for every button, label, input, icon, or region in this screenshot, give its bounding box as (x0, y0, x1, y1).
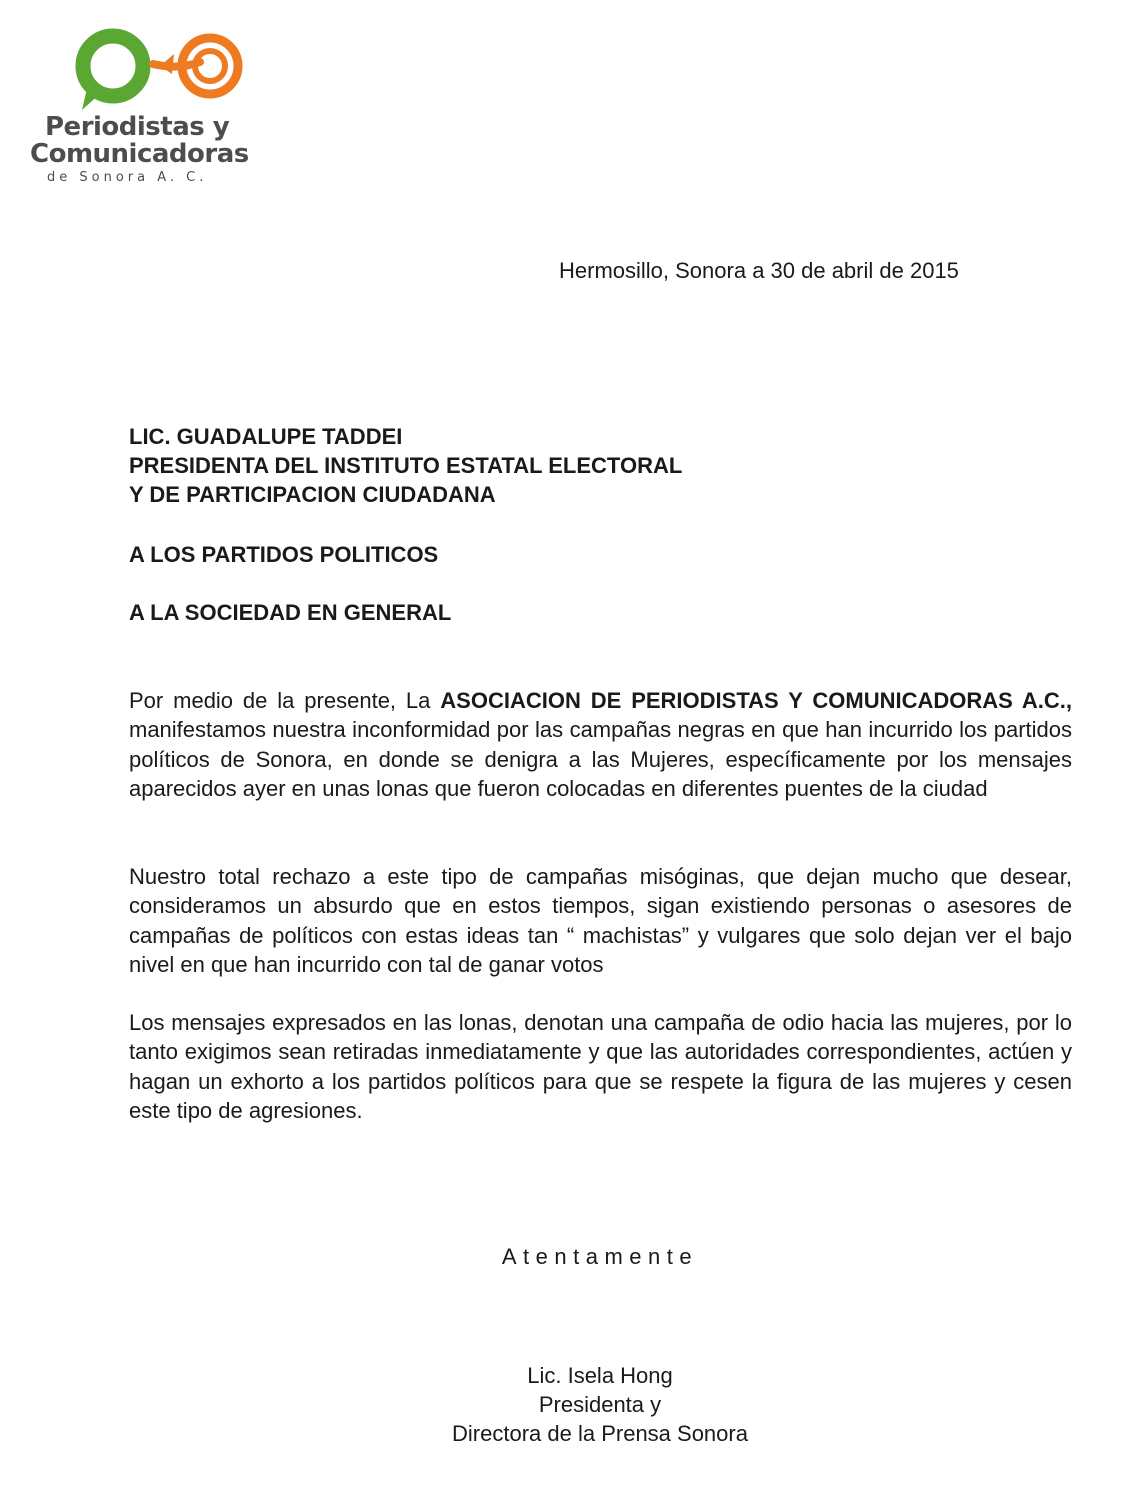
logo-text-line3: de Sonora A. C. (47, 170, 208, 185)
organization-logo (30, 26, 249, 186)
body-paragraph-1 (129, 686, 1072, 803)
addressee-title-cont: Y DE PARTICIPACION CIUDADANA (129, 482, 496, 507)
signatory-name: Lic. Isela Hong (527, 1363, 673, 1388)
logo-text-line2: Comunicadoras (30, 139, 249, 169)
association-name: ASOCIACION DE PERIODISTAS Y COMUNICADORAS A.C., (440, 688, 1072, 713)
addressee-society: A LA SOCIEDAD EN GENERAL (129, 600, 452, 625)
body-paragraph-3: Los mensajes expresados en las lonas, denotan una campaña de odio hacia las mujeres, por lo tanto exigimos sean retiradas inmediatamente y que las autoridades correspondientes, actúen y hagan un exhorto a los partidos políticos para que se respete la figura de las mujeres y cesen este tipo de agresiones. (129, 1010, 1072, 1123)
signatory-title: Presidenta y (538, 1392, 662, 1417)
signatory-title-cont: Directora de la Prensa Sonora (452, 1421, 748, 1446)
p1-rest: manifestamos nuestra inconformidad por las campañas negras en que han incurrido los partidos políticos de Sonora, en donde se denigra a las Mujeres, específicamente por los mensajes aparecidos ayer en unas lonas que fueron colocadas en diferentes puentes de la ciudad (129, 717, 1072, 801)
logo-emblem-icon (68, 26, 268, 116)
body-paragraph-2: Nuestro total rechazo a este tipo de campañas misóginas, que dejan mucho que desear, consideramos un absurdo que en estos tiempos, sigan existiendo personas o asesores de campañas de políticos con estas ideas tan “ machistas” y vulgares que solo dejan ver el bajo nivel en que han incurrido con tal de ganar votos (129, 864, 1072, 977)
p1-start: Por medio de la presente, La (129, 688, 441, 713)
letter-date: Hermosillo, Sonora a 30 de abril de 2015 (559, 258, 959, 283)
addressee-parties: A LOS PARTIDOS POLITICOS (129, 542, 439, 567)
addressee-name: LIC. GUADALUPE TADDEI (129, 424, 403, 449)
closing-salutation: Atentamente (501, 1244, 699, 1269)
logo-text-line1: Periodistas y (45, 112, 230, 142)
addressee-title: PRESIDENTA DEL INSTITUTO ESTATAL ELECTORAL (129, 453, 683, 478)
